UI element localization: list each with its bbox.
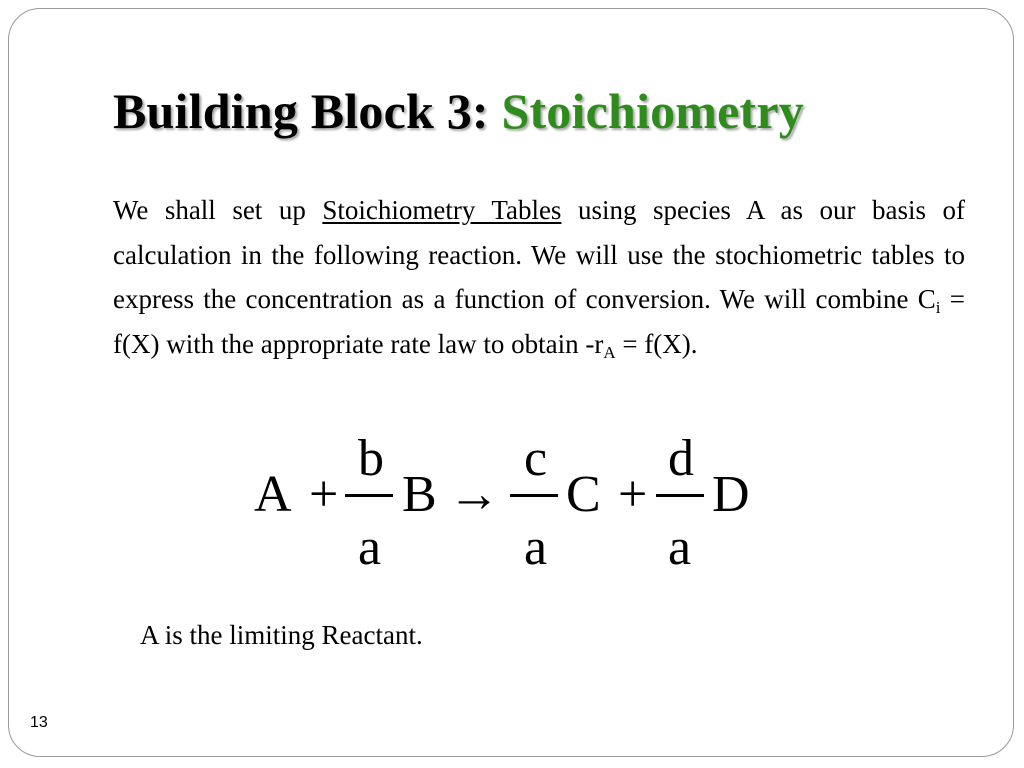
coefficient-b-numerator: b [358, 430, 384, 487]
species-A: A [254, 466, 292, 523]
body-text-2: using species A as our basis of calculation in the following reaction. We will use the stochiometric tables to express the concentration as a function of conversion. We will combine C [113, 195, 965, 314]
coefficient-c-denominator: a [524, 519, 548, 576]
body-text-1: We shall set up [113, 195, 323, 225]
coefficient-d-denominator: a [668, 519, 692, 576]
subscript-i: i [935, 298, 941, 317]
reaction-arrow: → [448, 466, 500, 523]
title-highlight: Stoichiometry [501, 83, 804, 139]
plus-sign-2: + [618, 466, 648, 523]
subscript-A: A [603, 342, 616, 362]
species-B: B [402, 466, 437, 523]
stoichiometry-tables-term: Stoichiometry Tables [322, 195, 562, 225]
fraction-bar-3 [656, 494, 704, 497]
species-C: C [566, 466, 601, 523]
coefficient-c-numerator: c [524, 430, 548, 487]
body-text-3: = f(X) with the appropriate rate law to obtain -r [113, 284, 965, 359]
coefficient-b-denominator: a [358, 519, 382, 576]
limiting-reactant-note: A is the limiting Reactant. [140, 620, 423, 650]
title-prefix: Building Block 3: [113, 83, 489, 139]
page-number: 13 [30, 714, 48, 731]
fraction-bar-2 [510, 494, 558, 497]
coefficient-d-numerator: d [668, 430, 694, 487]
species-D: D [712, 466, 750, 523]
body-text-4: = f(X). [615, 328, 698, 359]
plus-sign-1: + [309, 466, 339, 523]
fraction-bar-1 [345, 494, 393, 497]
